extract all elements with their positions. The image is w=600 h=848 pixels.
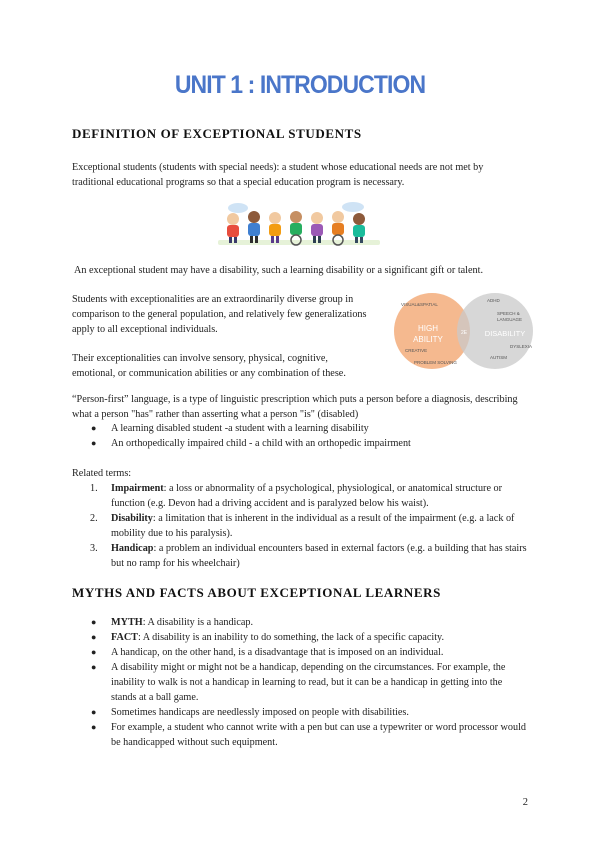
- list-text: A handicap, on the other hand, is a disadvantage that is imposed on an individual.: [111, 647, 444, 658]
- bullet-icon: ●: [91, 722, 97, 732]
- child-figure: [227, 213, 239, 243]
- venn-label: ADHD: [487, 298, 500, 303]
- term-definition: : a problem an individual encounters based in external factors (e.g. a building that has stairs but no ramp for his wheelchair): [111, 543, 527, 569]
- list-item: [111, 645, 529, 660]
- list-text: Sometimes handicaps are needlessly imposed on people with disabilities.: [111, 707, 409, 718]
- paragraph-person-first: “Person-first” language, is a type of linguistic prescription which puts a person before a diagnosis, describing what a person "has" rather than asserting what a person "is" (disabled): [72, 394, 518, 420]
- cloud-right: [342, 202, 364, 212]
- term-name: Disability: [111, 513, 153, 524]
- bullet-icon: ●: [91, 423, 97, 433]
- list-text: A disability might or might not be a handicap, depending on the circumstances. For example, the inability to walk is not a handicap in learning to read, but it can be a handicap in getting into the stands at a ball game.: [111, 662, 506, 703]
- list-item: [111, 630, 529, 645]
- list-text: : A disability is a handicap.: [142, 617, 254, 628]
- venn-left-title: ABILITY: [413, 335, 443, 344]
- bullet-icon: ●: [91, 647, 97, 657]
- paragraph-diversity: Students with exceptionalities are an extraordinarily diverse group in comparison to the general population, and relatively few generalizations apply to all exceptional individuals.: [72, 294, 367, 335]
- child-figure: [290, 211, 302, 245]
- venn-label: CREATIVE: [405, 348, 428, 353]
- venn-label: AUTISM: [490, 355, 508, 360]
- list-item: A learning disabled student -a student with a learning disability: [111, 423, 369, 434]
- bullet-icon: ●: [91, 707, 97, 717]
- paragraph-definition: Exceptional students (students with special needs): a student whose educational needs are not met by traditional educational programs so that a special education program is necessary.: [72, 162, 484, 188]
- term-definition: : a limitation that is inherent in the individual as a result of the impairment (e.g. a lack of mobility due to his paralysis).: [111, 513, 515, 539]
- page-number: 2: [522, 797, 528, 808]
- paragraph-exceptional-student: An exceptional student may have a disability, such a learning disability or a significant gift or talent.: [74, 265, 483, 276]
- term-item: [111, 541, 529, 571]
- bullet-icon: ●: [91, 617, 97, 627]
- list-item: [111, 660, 529, 705]
- list-item: [111, 615, 529, 630]
- bold-label: MYTH: [111, 617, 143, 628]
- list-text: : A disability is an inability to do something, the lack of a specific capacity.: [137, 632, 445, 643]
- child-figure: [269, 212, 281, 243]
- term-name: Handicap: [111, 543, 154, 554]
- term-item: [111, 511, 529, 541]
- bullet-icon: ●: [91, 662, 97, 672]
- child-figure: [248, 211, 260, 243]
- list-item: [111, 720, 529, 750]
- child-figure: [311, 212, 323, 243]
- venn-label: DYSLEXIA: [510, 344, 533, 349]
- bold-label: FACT: [111, 632, 138, 643]
- term-definition: : a loss or abnormality of a psychological, physiological, or anatomical structure or function (e.g. Devon had a driving accident and is paralyzed below his waist).: [111, 483, 503, 509]
- section-heading-definition: DEFINITION OF EXCEPTIONAL STUDENTS: [72, 126, 362, 141]
- unit-title: UNIT 1 : INTRODUCTION: [174, 71, 426, 99]
- related-terms-heading: Related terms:: [72, 468, 132, 479]
- bullet-icon: ●: [91, 632, 97, 642]
- children-illustration: [218, 202, 380, 250]
- list-item: An orthopedically impaired child - a child with an orthopedic impairment: [111, 438, 411, 449]
- child-figure: [353, 213, 365, 243]
- list-number: 1.: [90, 483, 98, 494]
- venn-left-title: HIGH: [418, 324, 438, 333]
- term-name: Impairment: [111, 483, 164, 494]
- cloud-left: [228, 203, 248, 213]
- list-number: 2.: [90, 513, 98, 524]
- list-number: 3.: [90, 543, 98, 554]
- bullet-icon: ●: [91, 438, 97, 448]
- venn-label: PROBLEM SOLVING: [414, 360, 457, 365]
- venn-right-title: DISABILITY: [484, 329, 526, 338]
- term-item: [111, 481, 529, 511]
- paragraph-exceptionalities: Their exceptionalities can involve sensory, physical, cognitive, emotional, or communication abilities or any combination of these.: [72, 353, 346, 379]
- venn-label: SPEECH &: [497, 311, 520, 316]
- venn-label: LANGUAGE: [497, 317, 523, 322]
- venn-diagram: [392, 291, 542, 371]
- list-text: For example, a student who cannot write with a pen but can use a typewriter or word processor would be handicapped without such equipment.: [111, 722, 527, 748]
- venn-center: 2E: [460, 330, 468, 336]
- venn-label: VISUAL&SPATIAL: [401, 302, 438, 307]
- child-figure: [332, 211, 344, 245]
- list-item: [111, 705, 529, 720]
- section-heading-myths: MYTHS AND FACTS ABOUT EXCEPTIONAL LEARNERS: [72, 585, 441, 600]
